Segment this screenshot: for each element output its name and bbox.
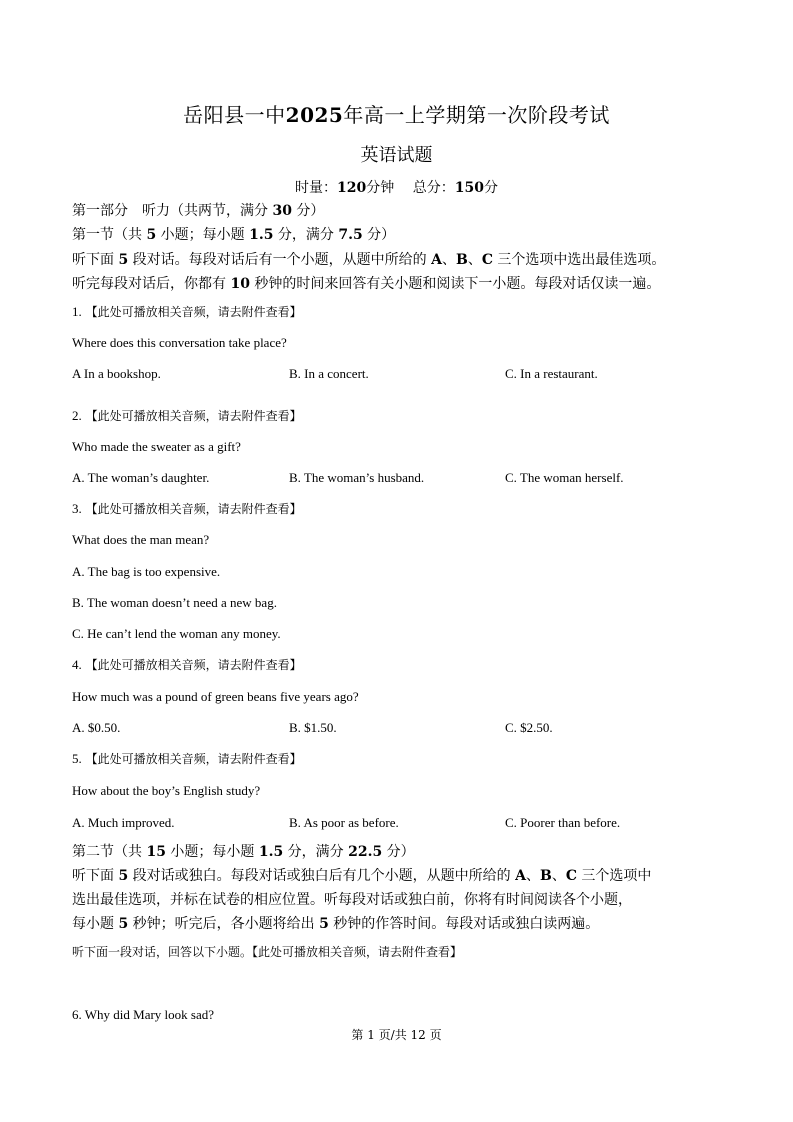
section2-heading — [72, 842, 415, 862]
q3-option-a: A. The bag is too expensive. — [72, 564, 221, 579]
title-exam: 年高一上学期第一次阶段考试 — [343, 103, 610, 127]
s1-i1-b: 段对话。每段对话后有一个小题，从题中所给的 — [128, 252, 432, 268]
q2-option-b: B. The woman’s husband. — [289, 470, 425, 485]
title-year: 2025 — [285, 103, 344, 127]
section2-instruction-line1 — [72, 866, 651, 886]
section2-instruction-line2: 选出最佳选项，并标在试卷的相应位置。听每段对话或独白前，你将有时间阅读各个小题， — [72, 892, 632, 908]
s1-i2-b: 秒钟的时间来回答有关小题和阅读下一小题。每段对话仅读一遍。 — [249, 276, 661, 292]
s1-i1-a: 听下面 — [72, 252, 119, 268]
q4-number: 4. — [72, 657, 82, 672]
s2-i3-sec2: 5 — [319, 916, 329, 932]
q3-option-c: C. He can’t lend the woman any money. — [72, 626, 281, 641]
q1-option-a: A In a bookshop. — [72, 366, 161, 381]
s1-i2-sec: 10 — [230, 276, 250, 292]
question-6-text: 6. Why did Mary look sad? — [72, 1007, 215, 1022]
s1-i1-optB: B — [455, 252, 468, 268]
audio-link[interactable]: 【此处可播放相关音频，请去附件查看】 — [85, 305, 302, 319]
question-5-audio — [72, 750, 302, 768]
section2-listen-note — [72, 943, 462, 961]
s2-i3-sec: 5 — [118, 916, 129, 932]
s2-i1-optC: C — [565, 868, 577, 884]
s2-i1-c: 三个选项中 — [576, 868, 652, 884]
q1-option-b: B. In a concert. — [289, 366, 369, 381]
part1-heading — [72, 201, 324, 221]
part1-heading-a: 第一部分 听力（共两节，满分 — [72, 203, 273, 219]
s2-h-each: 1.5 — [258, 844, 284, 860]
s2-i3-a: 每小题 — [72, 916, 119, 932]
q5-number: 5. — [72, 751, 82, 766]
question-2-text: Who made the sweater as a gift? — [72, 439, 241, 454]
exam-title — [0, 99, 793, 128]
s2-i3-b: 秒钟；听完后，各小题将给出 — [128, 916, 320, 932]
q2-option-c: C. The woman herself. — [505, 470, 624, 485]
listen-note-text: 听下面一段对话，回答以下小题。 — [72, 945, 253, 959]
s2-i1-sep2: 、 — [551, 868, 566, 884]
time-value: 120 — [337, 180, 367, 196]
question-4-audio — [72, 656, 302, 674]
s1-i1-c: 三个选项中选出最佳选项。 — [492, 252, 666, 268]
s2-h-d: 分） — [382, 844, 415, 860]
question-1-audio — [72, 303, 302, 321]
q3-option-b: B. The woman doesn’t need a new bag. — [72, 595, 277, 610]
s2-h-c: 分，满分 — [283, 844, 349, 860]
question-3-text: What does the man mean? — [72, 532, 210, 547]
section1-instruction-line1 — [72, 250, 665, 270]
q1-option-c: C. In a restaurant. — [505, 366, 598, 381]
score-unit: 分 — [483, 180, 498, 196]
score-label: 总分： — [412, 180, 455, 196]
audio-link[interactable]: 【此处可播放相关音频，请去附件查看】 — [252, 945, 463, 959]
s1-h-each: 1.5 — [249, 227, 274, 243]
audio-link[interactable]: 【此处可播放相关音频，请去附件查看】 — [85, 752, 302, 766]
q4-option-c: C. $2.50. — [505, 720, 553, 735]
s1-i1-optA: A — [431, 252, 442, 268]
q1-number: 1. — [72, 304, 82, 319]
s1-i1-optC: C — [481, 252, 493, 268]
q5-option-a: A. Much improved. — [72, 815, 175, 830]
audio-link[interactable]: 【此处可播放相关音频，请去附件查看】 — [85, 409, 302, 423]
s2-i3-c: 秒钟的作答时间。每段对话或独白读两遍。 — [328, 916, 600, 932]
question-5-text: How about the boy’s English study? — [72, 783, 261, 798]
time-label: 时量： — [295, 180, 338, 196]
q5-option-c: C. Poorer than before. — [505, 815, 621, 830]
s2-i1-optA: A — [515, 868, 526, 884]
question-2-audio — [72, 407, 302, 425]
s1-i1-count: 5 — [118, 252, 129, 268]
time-unit: 分钟 — [366, 180, 395, 196]
s2-i1-count: 5 — [118, 868, 129, 884]
audio-link[interactable]: 【此处可播放相关音频，请去附件查看】 — [85, 502, 302, 516]
s1-h-a: 第一节（共 — [72, 227, 147, 243]
q2-option-a: A. The woman’s daughter. — [72, 470, 210, 485]
q4-option-b: B. $1.50. — [289, 720, 337, 735]
question-1-text: Where does this conversation take place? — [72, 335, 287, 350]
question-3-audio — [72, 500, 302, 518]
s1-i2-a: 听完每段对话后，你都有 — [72, 276, 231, 292]
s1-i1-sep1: 、 — [441, 252, 456, 268]
s2-h-a: 第二节（共 — [72, 844, 147, 860]
exam-time-info — [0, 177, 793, 197]
audio-link[interactable]: 【此处可播放相关音频，请去附件查看】 — [85, 658, 302, 672]
s1-h-count: 5 — [146, 227, 157, 243]
section1-heading — [72, 225, 395, 245]
exam-subtitle: 英语试题 — [360, 145, 433, 166]
q5-option-b: B. As poor as before. — [289, 815, 399, 830]
score-value: 150 — [454, 180, 484, 196]
s1-h-b: 小题；每小题 — [156, 227, 250, 243]
s2-h-total: 22.5 — [348, 844, 383, 860]
s1-h-c: 分，满分 — [273, 227, 339, 243]
s2-i1-b: 段对话或独白。每段对话或独白后有几个小题，从题中所给的 — [128, 868, 516, 884]
s1-h-total: 7.5 — [338, 227, 363, 243]
s1-i1-sep2: 、 — [467, 252, 482, 268]
page-footer: 第 1 页/共 12 页 — [351, 1028, 442, 1042]
q4-option-a: A. $0.50. — [72, 720, 121, 735]
section1-instruction-line2 — [72, 274, 660, 294]
s2-h-b: 小题；每小题 — [165, 844, 259, 860]
title-school: 岳阳县一中 — [183, 103, 286, 127]
s2-i1-sep1: 、 — [525, 868, 540, 884]
s2-i1-optB: B — [539, 868, 552, 884]
question-4-text: How much was a pound of green beans five years ago? — [72, 689, 359, 704]
part1-heading-b: 分） — [291, 203, 325, 219]
s1-h-d: 分） — [362, 227, 396, 243]
q3-number: 3. — [72, 501, 82, 516]
s2-i1-a: 听下面 — [72, 868, 119, 884]
s2-h-count: 15 — [146, 844, 166, 860]
q2-number: 2. — [72, 408, 82, 423]
part1-heading-score: 30 — [272, 203, 292, 219]
section2-instruction-line3 — [72, 914, 599, 934]
